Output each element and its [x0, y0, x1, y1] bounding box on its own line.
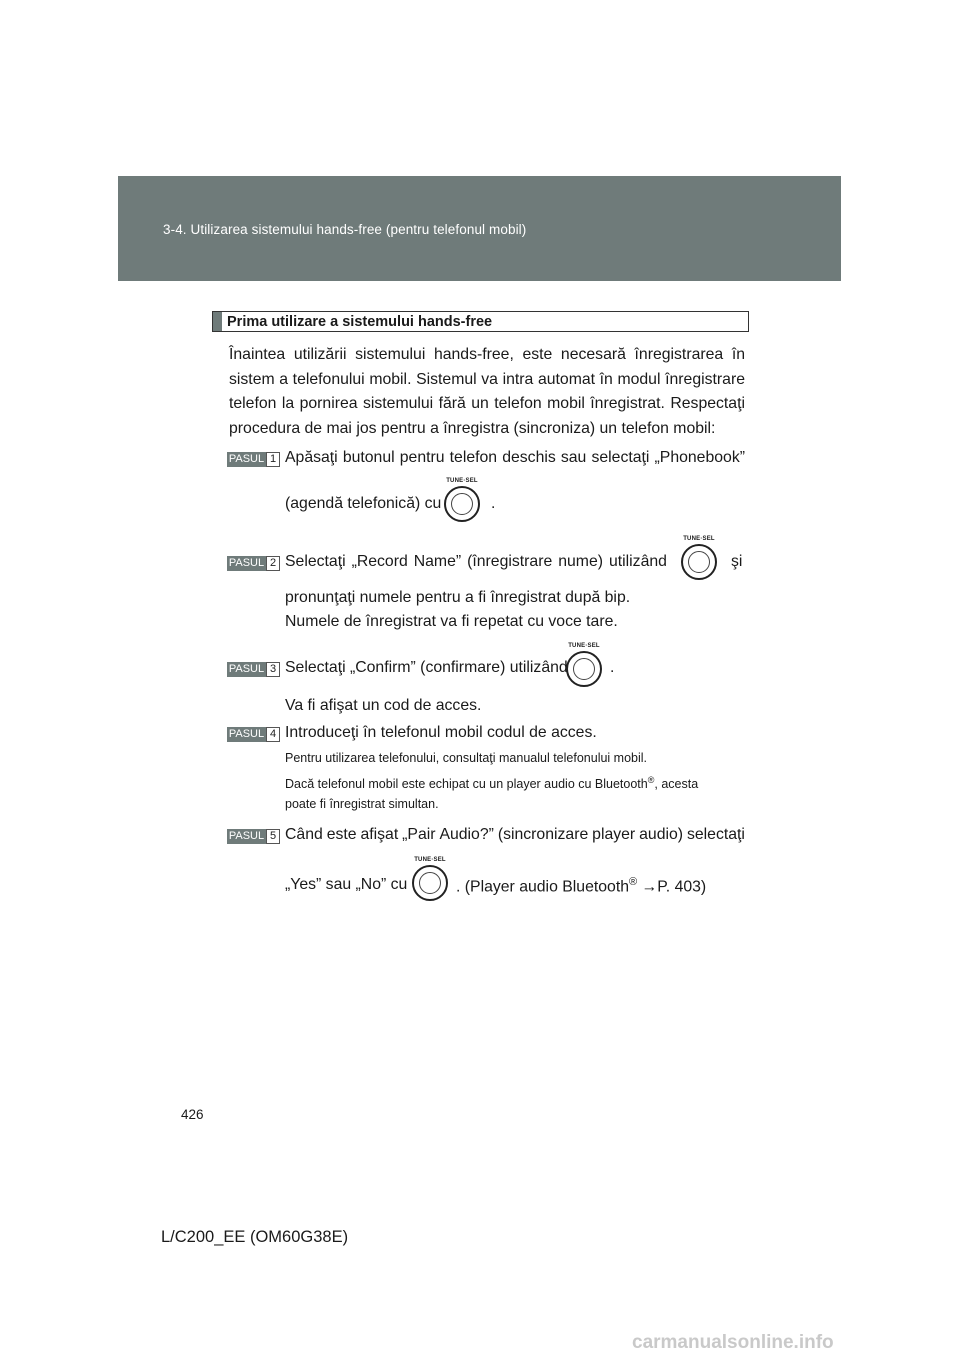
page-reference: →P. 403): [637, 878, 707, 896]
word: (sincronizare: [497, 826, 589, 843]
word: „Pair: [402, 826, 436, 843]
document-code: L/C200_EE (OM60G38E): [161, 1228, 349, 1246]
step-badge-label: PASUL: [228, 453, 265, 465]
word: audio): [639, 826, 684, 843]
step-2-badge: [227, 556, 280, 571]
tune-sel-knob-icon: [407, 857, 453, 903]
step-badge-number: 4: [266, 727, 280, 742]
word: „Phonebook”: [654, 449, 745, 466]
step-2-line-2: pronunţaţi numele pentru a fi înregistrat după bip.: [285, 589, 631, 606]
step-4-note-3: poate fi înregistrat simultan.: [285, 797, 439, 811]
word: telefon: [449, 449, 498, 466]
step-3-period: .: [610, 659, 615, 676]
word: sau: [560, 449, 587, 466]
step-badge-number: 1: [266, 452, 280, 467]
word: player: [592, 826, 636, 843]
knob-label: TUNE·SEL: [446, 478, 478, 484]
word: selectaţi: [591, 449, 650, 466]
step-4-note-2: [285, 775, 698, 791]
word: (înregistrare: [467, 553, 553, 570]
word: nume): [558, 553, 603, 570]
step-5-line-1: [285, 826, 745, 844]
step-1-line-1: [285, 449, 745, 467]
step-badge-number: 2: [266, 556, 280, 571]
step-1-period: .: [491, 495, 496, 512]
word: afişat: [360, 826, 399, 843]
word: este: [326, 826, 357, 843]
word: Apăsaţi: [285, 449, 338, 466]
step-badge-number: 5: [266, 829, 280, 844]
step-badge-label: PASUL: [228, 663, 265, 675]
tune-sel-knob-icon: [561, 643, 607, 689]
word: Când: [285, 826, 323, 843]
step-4-line-1: Introduceţi în telefonul mobil codul de acces.: [285, 724, 597, 741]
chapter-title: 3-4. Utilizarea sistemului hands-free (pentru telefonul mobil): [163, 222, 527, 237]
step-badge-label: PASUL: [228, 830, 265, 842]
page-number: 426: [181, 1107, 204, 1122]
word: deschis: [502, 449, 556, 466]
section-heading: [212, 311, 749, 332]
step-5-line-2-post: [456, 876, 706, 896]
word: Selectaţi: [285, 553, 346, 570]
section-marker: [213, 312, 222, 331]
word: butonul: [342, 449, 395, 466]
word: „Record: [351, 553, 408, 570]
step-5-line-2-pre: „Yes” sau „No” cu: [285, 876, 408, 893]
chapter-header: [118, 176, 841, 281]
note-text: , acesta: [654, 777, 699, 792]
word: Name”: [413, 553, 462, 570]
tune-sel-knob-icon: [439, 478, 485, 524]
knob-label: TUNE·SEL: [414, 857, 446, 863]
step-2-line-1: [285, 553, 667, 571]
knob-label: TUNE·SEL: [568, 643, 600, 649]
step-badge-label: PASUL: [228, 557, 265, 569]
step-1-badge: [227, 452, 280, 467]
word: utilizând: [608, 553, 667, 570]
step-4-note-1: Pentru utilizarea telefonului, consultaţi manualul telefonului mobil.: [285, 751, 648, 765]
step-2-line-1-end: şi: [731, 553, 743, 570]
registered-mark: ®: [629, 876, 638, 888]
step-badge-label: PASUL: [228, 728, 265, 740]
section-title: Prima utilizare a sistemului hands-free: [227, 314, 493, 330]
word: Audio?”: [439, 826, 494, 843]
knob-label: TUNE·SEL: [683, 536, 715, 542]
word: selectaţi: [686, 826, 745, 843]
step-text: . (Player audio Bluetooth: [456, 878, 629, 896]
step-1-line-2: (agendă telefonică) cu: [285, 495, 442, 512]
note-text: Dacă telefonul mobil este echipat cu un player audio cu Bluetooth: [285, 777, 648, 792]
step-3-badge: [227, 662, 280, 677]
word: pentru: [399, 449, 445, 466]
step-4-badge: [227, 727, 280, 742]
tune-sel-knob-icon: [676, 536, 722, 582]
step-2-line-3: Numele de înregistrat va fi repetat cu voce tare.: [285, 613, 618, 630]
step-3-line-2: Va fi afişat un cod de acces.: [285, 697, 482, 714]
step-badge-number: 3: [266, 662, 280, 677]
step-3-line-1: Selectaţi „Confirm” (confirmare) utilizând: [285, 659, 568, 676]
registered-mark: ®: [647, 775, 655, 785]
watermark: carmanualsonline.info: [632, 1332, 834, 1353]
intro-paragraph: Înaintea utilizării sistemului hands-free, este necesară înregistrarea în sistem a telefonului mobil. Sistemul va intra automat în modul înregistrare telefon la pornirea sistemului fără un telefon mobil înregistrat. Respectaţi procedura de mai jos pentru a înregistra (sincroniza) un telefon mobil:: [229, 346, 745, 437]
step-5-badge: [227, 829, 280, 844]
